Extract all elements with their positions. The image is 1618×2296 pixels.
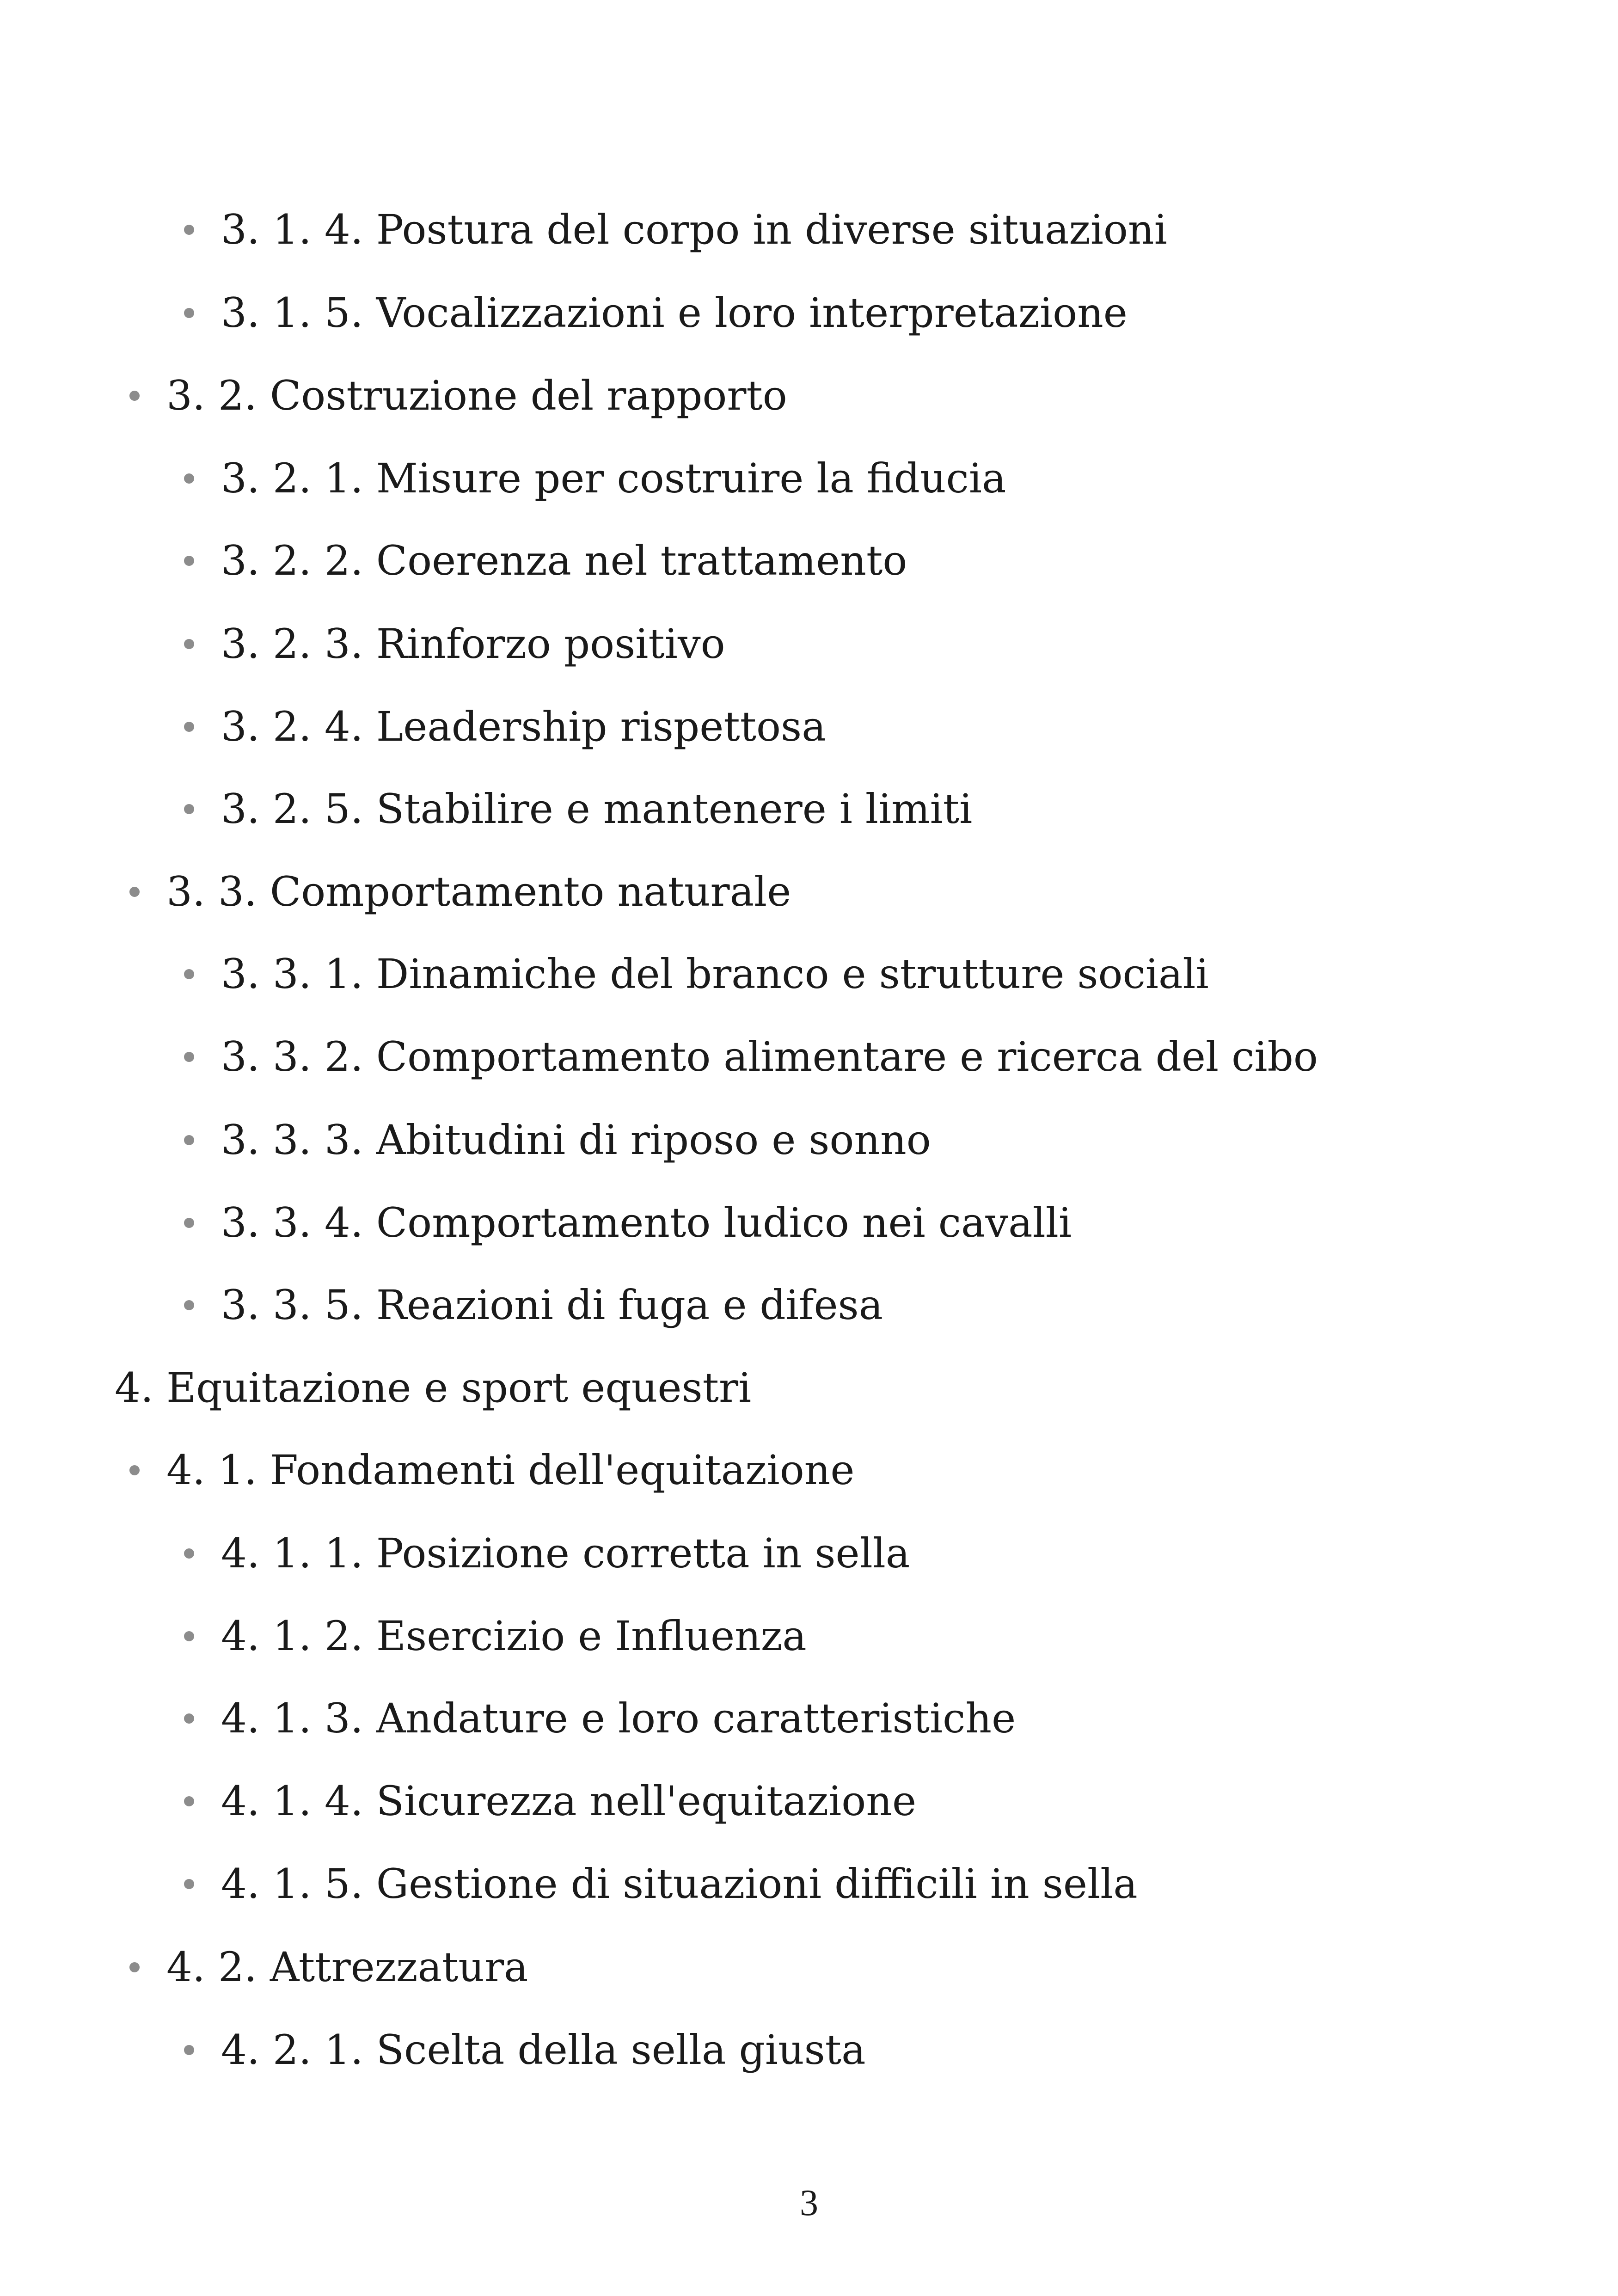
bullet-icon	[184, 1713, 194, 1724]
toc-chapter-4[interactable]	[115, 1356, 751, 1420]
toc-entry-label: 3. 3. 3. Abitudini di riposo e sonno	[221, 1116, 931, 1164]
toc-entry-3-1-5[interactable]	[184, 281, 1128, 345]
toc-entry-3-2-2[interactable]	[184, 528, 907, 593]
toc-entry-label: 4. 1. Fondamenti dell'equitazione	[166, 1446, 855, 1494]
toc-entry-3-3-5[interactable]	[184, 1273, 883, 1338]
bullet-icon	[184, 639, 194, 649]
toc-entry-4-1-1[interactable]	[184, 1521, 910, 1586]
bullet-icon	[184, 1052, 194, 1062]
bullet-icon	[184, 1218, 194, 1228]
toc-entry-label: 4. 1. 2. Esercizio e Influenza	[221, 1612, 807, 1660]
toc-entry-label: 4. 2. 1. Scelta della sella giusta	[221, 2026, 866, 2074]
bullet-icon	[184, 2045, 194, 2055]
toc-entry-label: 3. 3. 5. Reazioni di fuga e difesa	[221, 1281, 883, 1329]
toc-entry-label: 4. 1. 5. Gestione di situazioni difficili in sella	[221, 1860, 1138, 1908]
toc-entry-4-1-5[interactable]	[184, 1852, 1138, 1916]
toc-entry-3-3-4[interactable]	[184, 1191, 1072, 1255]
bullet-icon	[184, 1548, 194, 1559]
toc-entry-3-3-3[interactable]	[184, 1108, 931, 1173]
toc-entry-label: 3. 1. 4. Postura del corpo in diverse situazioni	[221, 206, 1167, 253]
bullet-icon	[184, 1300, 194, 1310]
toc-entry-label: 3. 2. Costruzione del rapporto	[166, 372, 787, 419]
bullet-icon	[184, 473, 194, 484]
toc-entry-3-2-5[interactable]	[184, 777, 972, 841]
bullet-icon	[184, 722, 194, 732]
toc-entry-label: 3. 3. Comportamento naturale	[166, 868, 791, 915]
toc-entry-label: 4. 1. 4. Sicurezza nell'equitazione	[221, 1777, 917, 1825]
toc-entry-3-2-1[interactable]	[184, 446, 1006, 511]
toc-entry-4-1[interactable]	[129, 1438, 854, 1503]
bullet-icon	[184, 1135, 194, 1145]
bullet-icon	[129, 1465, 140, 1475]
page-number: 3	[800, 2183, 818, 2223]
bullet-icon	[184, 804, 194, 814]
toc-entry-4-1-2[interactable]	[184, 1604, 807, 1669]
toc-chapter-label: 4. Equitazione e sport equestri	[115, 1364, 752, 1412]
toc-entry-3-3-1[interactable]	[184, 942, 1209, 1007]
toc-entry-4-2[interactable]	[129, 1935, 528, 2000]
toc-entry-3-3-2[interactable]	[184, 1025, 1318, 1089]
toc-entry-3-3[interactable]	[129, 859, 791, 924]
toc-entry-label: 3. 2. 2. Coerenza nel trattamento	[221, 537, 907, 584]
toc-entry-4-2-1[interactable]	[184, 2018, 866, 2082]
toc-entry-label: 3. 1. 5. Vocalizzazioni e loro interpretazione	[221, 289, 1128, 337]
bullet-icon	[129, 391, 140, 401]
bullet-icon	[129, 887, 140, 897]
bullet-icon	[184, 556, 194, 566]
toc-entry-label: 3. 3. 1. Dinamiche del branco e strutture sociali	[221, 950, 1209, 998]
bullet-icon	[184, 225, 194, 235]
bullet-icon	[184, 969, 194, 979]
toc-entry-label: 3. 3. 2. Comportamento alimentare e ricerca del cibo	[221, 1033, 1318, 1080]
toc-entry-4-1-3[interactable]	[184, 1686, 1016, 1751]
bullet-icon	[184, 1879, 194, 1889]
toc-entry-label: 4. 1. 3. Andature e loro caratteristiche	[221, 1694, 1016, 1742]
bullet-icon	[184, 1796, 194, 1806]
toc-entry-3-2-4[interactable]	[184, 694, 826, 759]
bullet-icon	[184, 308, 194, 318]
toc-entry-label: 4. 2. Attrezzatura	[166, 1943, 528, 1991]
toc-entry-label: 3. 3. 4. Comportamento ludico nei cavalli	[221, 1199, 1072, 1246]
bullet-icon	[129, 1962, 140, 1972]
toc-entry-3-2[interactable]	[129, 363, 787, 428]
toc-entry-3-2-3[interactable]	[184, 612, 725, 676]
toc-entry-label: 3. 2. 4. Leadership rispettosa	[221, 703, 826, 750]
toc-entry-4-1-4[interactable]	[184, 1769, 916, 1834]
toc-entry-3-1-4[interactable]	[184, 197, 1167, 262]
toc-entry-label: 3. 2. 1. Misure per costruire la fiducia	[221, 454, 1006, 502]
toc-entry-label: 3. 2. 5. Stabilire e mantenere i limiti	[221, 785, 973, 833]
toc-entry-label: 4. 1. 1. Posizione corretta in sella	[221, 1529, 910, 1577]
bullet-icon	[184, 1631, 194, 1641]
toc-entry-label: 3. 2. 3. Rinforzo positivo	[221, 620, 725, 668]
